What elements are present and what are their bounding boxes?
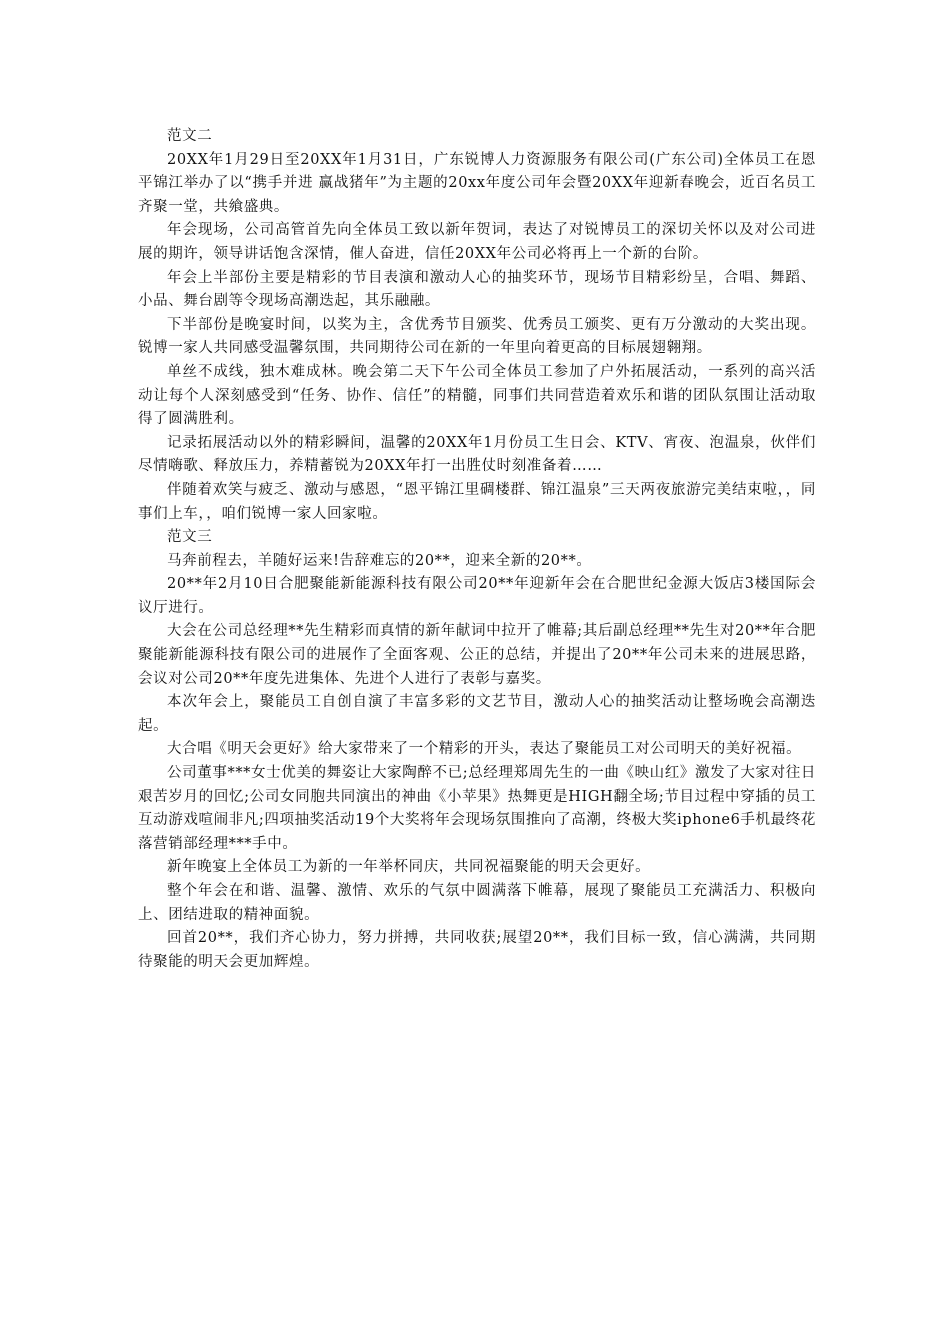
paragraph: 回首20**，我们齐心协力，努力拼搏，共同收获;展望20**，我们目标一致，信心满满，共同期待聚能的明天会更加辉煌。 bbox=[138, 930, 816, 970]
paragraph: 大会在公司总经理**先生精彩而真情的新年献词中拉开了帷幕;其后副总经理**先生对20**年合肥聚能新能源科技有限公司的进展作了全面客观、公正的总结，并提出了20**年公司未来的进展思路，会议对公司20**年度先进集体、先进个人进行了表彰与嘉奖。 bbox=[138, 623, 816, 687]
section-title-2: 范文二 bbox=[167, 128, 213, 144]
section-title-3: 范文三 bbox=[167, 529, 213, 546]
paragraph: 马奔前程去，羊随好运来!告辞难忘的20**，迎来全新的20**。 bbox=[167, 552, 592, 569]
document-body bbox=[138, 125, 816, 974]
paragraph: 公司董事***女士优美的舞姿让大家陶醉不已;总经理郑周先生的一曲《映山红》激发了大家对往日艰苦岁月的回忆;公司女同胞共同演出的神曲《小苹果》热舞更是HIGH翻全场;节目过程中穿插的员工互动游戏喧闹非凡;四项抽奖活动19个大奖将年会现场氛围推向了高潮，终极大奖iphone6手机最终花落营销部经理***手中。 bbox=[138, 765, 816, 852]
paragraph: 整个年会在和谐、温馨、激情、欢乐的气氛中圆满落下帷幕，展现了聚能员工充满活力、积极向上、团结进取的精神面貌。 bbox=[138, 883, 816, 923]
paragraph: 新年晚宴上全体员工为新的一年举杯同庆，共同祝福聚能的明天会更好。 bbox=[167, 859, 651, 876]
paragraph: 年会上半部份主要是精彩的节目表演和激动人心的抽奖环节，现场节目精彩纷呈，合唱、舞蹈、小品、舞台剧等令现场高潮迭起，其乐融融。 bbox=[138, 269, 816, 310]
paragraph: 单丝不成线，独木难成林。晚会第二天下午公司全体员工参加了户外拓展活动，一系列的高兴活动让每个人深刻感受到“任务、协作、信任”的精髓，同事们共同营造着欢乐和谐的团队氛围让活动取得了圆满胜利。 bbox=[138, 363, 816, 428]
paragraph: 伴随着欢笑与疲乏、激动与感恩，“恩平锦江里碉楼群、锦江温泉”三天两夜旅游完美结束啦，，同事们上车，，咱们锐博一家人回家啦。 bbox=[138, 481, 816, 522]
paragraph: 年会现场，公司高管首先向全体员工致以新年贺词，表达了对锐博员工的深切关怀以及对公司进展的期许，领导讲话饱含深情，催人奋进，信任20XX年公司必将再上一个新的台阶。 bbox=[138, 222, 816, 262]
paragraph: 大合唱《明天会更好》给大家带来了一个精彩的开头，表达了聚能员工对公司明天的美好祝福。 bbox=[167, 741, 802, 758]
paragraph: 本次年会上，聚能员工自创自演了丰富多彩的文艺节目，激动人心的抽奖活动让整场晚会高潮迭起。 bbox=[138, 694, 816, 734]
paragraph: 记录拓展活动以外的精彩瞬间，温馨的20XX年1月份员工生日会、KTV、宵夜、泡温泉，伙伴们尽情嗨歌、释放压力，养精蓄锐为20XX年打一出胜仗时刻准备着…… bbox=[138, 434, 816, 475]
paragraph: 20**年2月10日合肥聚能新能源科技有限公司20**年迎新年会在合肥世纪金源大饭店3楼国际会议厅进行。 bbox=[138, 576, 816, 616]
paragraph: 下半部份是晚宴时间，以奖为主，含优秀节目颁奖、优秀员工颁奖、更有万分激动的大奖出现。锐博一家人共同感受温馨氛围，共同期待公司在新的一年里向着更高的目标展翅翱翔。 bbox=[138, 316, 816, 357]
paragraph: 20XX年1月29日至20XX年1月31日，广东锐博人力资源服务有限公司(广东公司)全体员工在恩平锦江举办了以“携手并进 赢战猪年”为主题的20xx年度公司年会暨20XX年迎新春晚会，近百名员工齐聚一堂，共飨盛典。 bbox=[138, 151, 816, 215]
